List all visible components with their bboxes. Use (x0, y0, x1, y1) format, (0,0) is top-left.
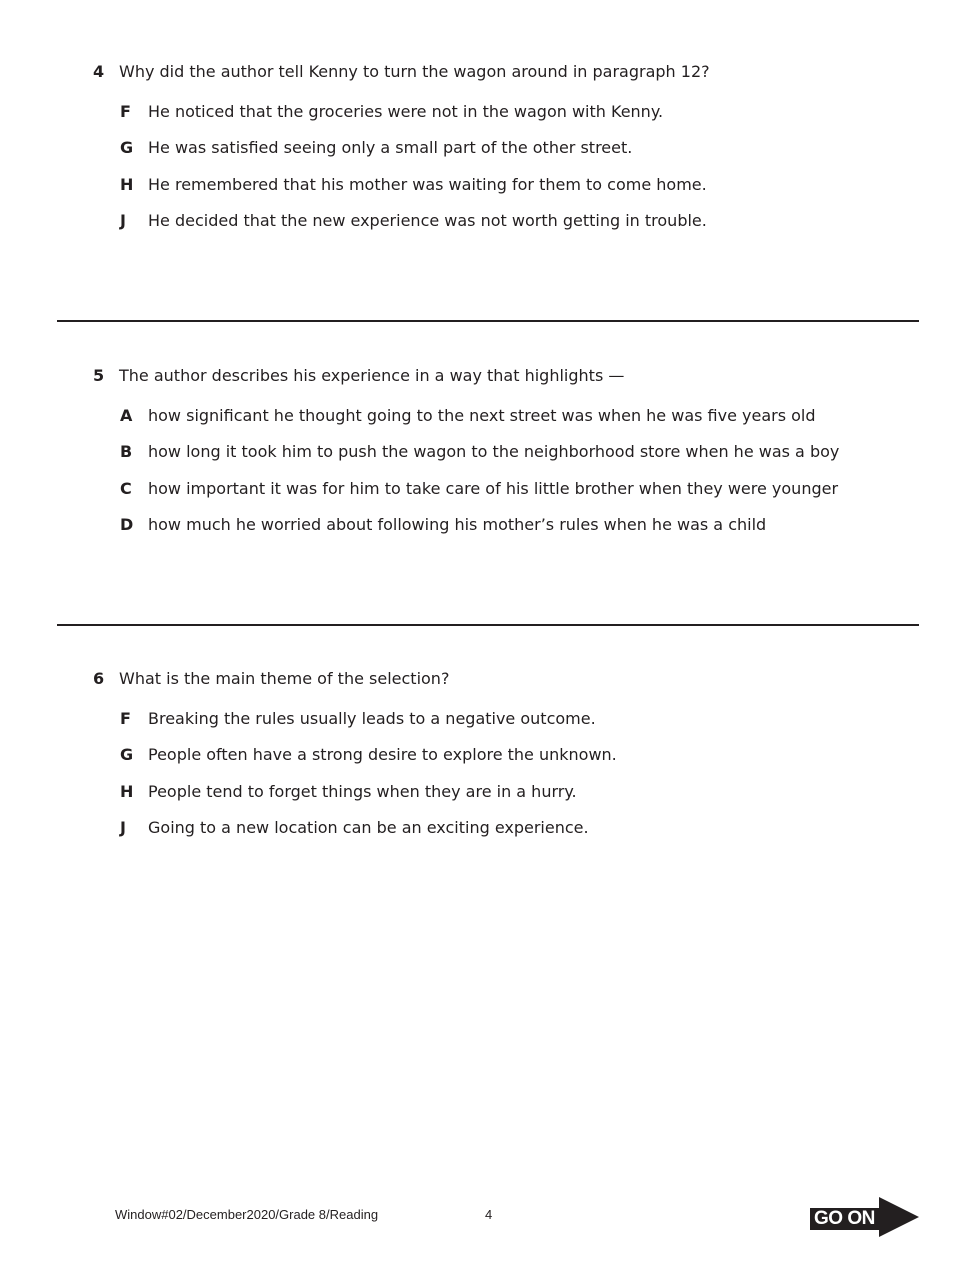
choice-text: Going to a new location can be an exciting experience. (148, 818, 589, 838)
answer-choices (93, 709, 923, 838)
section-divider (57, 320, 919, 322)
question-5 (93, 366, 923, 535)
answer-choice-c[interactable] (120, 479, 923, 499)
choice-letter: F (120, 709, 131, 728)
choice-letter: F (120, 102, 131, 121)
question-text: The author describes his experience in a way that highlights — (119, 366, 625, 385)
question-number: 5 (93, 366, 105, 385)
answer-choice-g[interactable] (120, 138, 923, 158)
answer-choices (93, 406, 923, 535)
question-stem (93, 62, 923, 82)
page-number: 4 (485, 1207, 493, 1222)
question-number: 4 (93, 62, 105, 81)
choice-letter: C (120, 478, 132, 498)
question-stem (93, 366, 923, 386)
question-4 (93, 62, 923, 231)
arrow-right-icon (879, 1197, 919, 1237)
question-number: 6 (93, 669, 105, 688)
answer-choice-f[interactable] (120, 102, 923, 122)
choice-text: how much he worried about following his mother’s rules when he was a child (148, 515, 767, 535)
question-stem (93, 669, 923, 689)
answer-choice-h[interactable] (120, 782, 923, 802)
choice-letter: J (120, 211, 126, 231)
choice-text: He noticed that the groceries were not in the wagon with Kenny. (148, 102, 664, 121)
choice-letter: A (120, 406, 133, 425)
choice-text: how important it was for him to take care of his little brother when they were younger (148, 478, 839, 498)
section-divider (57, 624, 919, 626)
choice-text: how significant he thought going to the next street was when he was five years old (148, 406, 816, 425)
answer-choice-a[interactable] (120, 406, 923, 426)
choice-text: He remembered that his mother was waiting for them to come home. (148, 174, 707, 194)
question-text: Why did the author tell Kenny to turn the wagon around in paragraph 12? (119, 62, 710, 81)
footer-info: Window#02/December2020/Grade 8/Reading (115, 1207, 379, 1222)
answer-choices (93, 102, 923, 231)
choice-letter: B (120, 442, 133, 462)
go-on-button[interactable] (810, 1197, 920, 1239)
choice-text: People tend to forget things when they are in a hurry. (148, 781, 577, 801)
answer-choice-b[interactable] (120, 442, 923, 462)
choice-text: He decided that the new experience was not worth getting in trouble. (148, 211, 707, 231)
answer-choice-h[interactable] (120, 175, 923, 195)
choice-letter: H (120, 174, 134, 194)
choice-letter: G (120, 138, 134, 158)
choice-text: how long it took him to push the wagon to the neighborhood store when he was a boy (148, 442, 840, 462)
answer-choice-j[interactable] (120, 818, 923, 838)
answer-choice-g[interactable] (120, 745, 923, 765)
answer-choice-f[interactable] (120, 709, 923, 729)
question-text: What is the main theme of the selection? (119, 669, 450, 688)
answer-choice-d[interactable] (120, 515, 923, 535)
choice-text: Breaking the rules usually leads to a negative outcome. (148, 709, 596, 728)
go-on-label: GO ON (810, 1208, 880, 1230)
choice-letter: G (120, 745, 134, 765)
choice-letter: H (120, 781, 134, 801)
choice-letter: J (120, 818, 126, 838)
choice-text: He was satisfied seeing only a small part of the other street. (148, 138, 633, 158)
choice-text: People often have a strong desire to explore the unknown. (148, 745, 617, 765)
choice-letter: D (120, 515, 134, 535)
question-6 (93, 669, 923, 838)
answer-choice-j[interactable] (120, 211, 923, 231)
